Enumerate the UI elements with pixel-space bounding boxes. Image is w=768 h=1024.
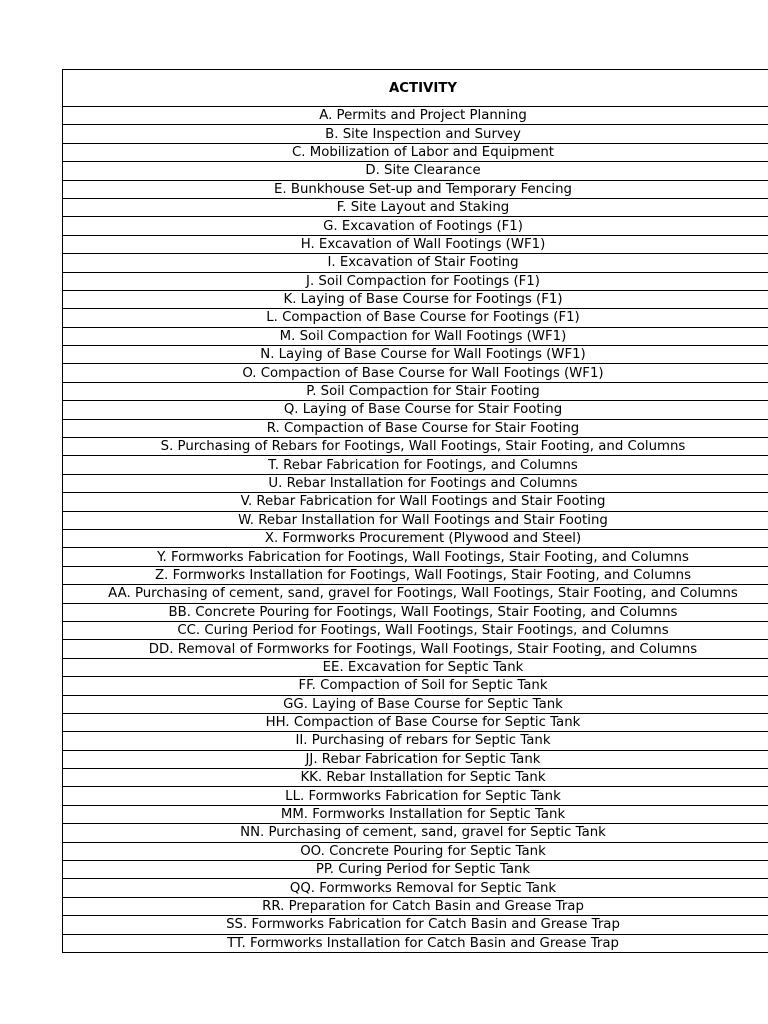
activity-label: MM. Formworks Installation for Septic Tank bbox=[280, 807, 566, 823]
activity-cell bbox=[63, 198, 768, 216]
table-row bbox=[63, 346, 768, 364]
table-row bbox=[63, 603, 768, 621]
table-row bbox=[63, 235, 768, 253]
activity-cell bbox=[63, 474, 768, 492]
table-row bbox=[63, 474, 768, 492]
table-row bbox=[63, 842, 768, 860]
table-row bbox=[63, 438, 768, 456]
table-row bbox=[63, 677, 768, 695]
table-row bbox=[63, 934, 768, 952]
activity-cell bbox=[63, 511, 768, 529]
activity-cell bbox=[63, 456, 768, 474]
activity-label: B. Site Inspection and Survey bbox=[325, 126, 521, 142]
table-row bbox=[63, 585, 768, 603]
activity-cell bbox=[63, 934, 768, 952]
activity-label: FF. Compaction of Soil for Septic Tank bbox=[298, 678, 548, 694]
table-row bbox=[63, 401, 768, 419]
table-row bbox=[63, 787, 768, 805]
activity-cell bbox=[63, 290, 768, 308]
activity-label: S. Purchasing of Rebars for Footings, Wall Footings, Stair Footing, and Columns bbox=[160, 439, 686, 455]
activity-label: NN. Purchasing of cement, sand, gravel for Septic Tank bbox=[240, 825, 606, 841]
table-row bbox=[63, 198, 768, 216]
activity-cell bbox=[63, 897, 768, 915]
activity-label: I. Excavation of Stair Footing bbox=[327, 255, 519, 271]
activity-cell bbox=[63, 438, 768, 456]
activity-label: LL. Formworks Fabrication for Septic Tank bbox=[285, 788, 561, 804]
activity-cell bbox=[63, 750, 768, 768]
table-row bbox=[63, 897, 768, 915]
activity-cell bbox=[63, 677, 768, 695]
table-row bbox=[63, 695, 768, 713]
table-row bbox=[63, 879, 768, 897]
activity-label: L. Compaction of Base Course for Footings (F1) bbox=[266, 310, 580, 326]
activity-label: W. Rebar Installation for Wall Footings and Stair Footing bbox=[238, 512, 608, 528]
activity-label: JJ. Rebar Fabrication for Septic Tank bbox=[305, 751, 541, 767]
activity-cell bbox=[63, 162, 768, 180]
activity-cell bbox=[63, 401, 768, 419]
activity-cell bbox=[63, 621, 768, 639]
activity-column-header bbox=[63, 70, 768, 107]
activity-label: Z. Formworks Installation for Footings, Wall Footings, Stair Footing, and Columns bbox=[155, 567, 691, 583]
activity-cell bbox=[63, 640, 768, 658]
activity-label: G. Excavation of Footings (F1) bbox=[323, 218, 523, 234]
activity-cell bbox=[63, 493, 768, 511]
activity-header-label: ACTIVITY bbox=[388, 80, 457, 96]
activity-label: O. Compaction of Base Course for Wall Footings (WF1) bbox=[242, 365, 604, 381]
table-row bbox=[63, 861, 768, 879]
activity-cell bbox=[63, 713, 768, 731]
activity-cell bbox=[63, 842, 768, 860]
table-row bbox=[63, 658, 768, 676]
activity-cell bbox=[63, 346, 768, 364]
activity-cell bbox=[63, 235, 768, 253]
activity-cell bbox=[63, 327, 768, 345]
activity-label: KK. Rebar Installation for Septic Tank bbox=[300, 770, 546, 786]
activity-label: K. Laying of Base Course for Footings (F1) bbox=[283, 292, 563, 308]
activity-cell bbox=[63, 107, 768, 125]
table-row bbox=[63, 824, 768, 842]
table-row bbox=[63, 125, 768, 143]
table-row bbox=[63, 162, 768, 180]
activity-cell bbox=[63, 180, 768, 198]
table-row bbox=[63, 493, 768, 511]
activity-rows bbox=[63, 107, 768, 953]
table-row bbox=[63, 217, 768, 235]
activity-cell bbox=[63, 787, 768, 805]
activity-cell bbox=[63, 658, 768, 676]
table-row bbox=[63, 769, 768, 787]
activity-label: AA. Purchasing of cement, sand, gravel for Footings, Wall Footings, Stair Footing, and Columns bbox=[108, 586, 738, 602]
activity-label: BB. Concrete Pouring for Footings, Wall Footings, Stair Footing, and Columns bbox=[168, 604, 678, 620]
activity-cell bbox=[63, 143, 768, 161]
table-row bbox=[63, 732, 768, 750]
activity-label: PP. Curing Period for Septic Tank bbox=[315, 862, 531, 878]
table-row bbox=[63, 180, 768, 198]
activity-label: F. Site Layout and Staking bbox=[336, 200, 510, 216]
activity-label: TT. Formworks Installation for Catch Basin and Grease Trap bbox=[227, 935, 619, 951]
activity-label: EE. Excavation for Septic Tank bbox=[322, 659, 524, 675]
table-row bbox=[63, 621, 768, 639]
activity-label: II. Purchasing of rebars for Septic Tank bbox=[295, 733, 551, 749]
activity-cell bbox=[63, 125, 768, 143]
activity-label: X. Formworks Procurement (Plywood and Steel) bbox=[264, 531, 582, 547]
activity-cell bbox=[63, 695, 768, 713]
table-header-row bbox=[63, 70, 768, 107]
activity-label: SS. Formworks Fabrication for Catch Basin and Grease Trap bbox=[226, 917, 620, 933]
activity-cell bbox=[63, 861, 768, 879]
table-row bbox=[63, 805, 768, 823]
table-row bbox=[63, 529, 768, 547]
activity-label: HH. Compaction of Base Course for Septic Tank bbox=[265, 715, 581, 731]
activity-label: V. Rebar Fabrication for Wall Footings and Stair Footing bbox=[240, 494, 606, 510]
activity-label: DD. Removal of Formworks for Footings, Wall Footings, Stair Footing, and Columns bbox=[148, 641, 698, 657]
table-row bbox=[63, 566, 768, 584]
activity-label: J. Soil Compaction for Footings (F1) bbox=[306, 273, 540, 289]
activity-label: M. Soil Compaction for Wall Footings (WF1) bbox=[279, 328, 567, 344]
activity-label: U. Rebar Installation for Footings and Columns bbox=[268, 476, 578, 491]
activity-cell bbox=[63, 769, 768, 787]
activity-cell bbox=[63, 916, 768, 934]
activity-cell bbox=[63, 566, 768, 584]
table-row bbox=[63, 750, 768, 768]
activity-label: P. Soil Compaction for Stair Footing bbox=[306, 384, 540, 400]
activity-cell bbox=[63, 217, 768, 235]
activity-label: CC. Curing Period for Footings, Wall Footings, Stair Footings, and Columns bbox=[177, 623, 669, 639]
activity-cell bbox=[63, 548, 768, 566]
activity-label: T. Rebar Fabrication for Footings, and Columns bbox=[268, 457, 578, 473]
activity-label: A. Permits and Project Planning bbox=[319, 108, 527, 124]
table-row bbox=[63, 290, 768, 308]
table-row bbox=[63, 272, 768, 290]
table-row bbox=[63, 327, 768, 345]
activity-label: RR. Preparation for Catch Basin and Grease Trap bbox=[262, 898, 584, 914]
activity-cell bbox=[63, 529, 768, 547]
activity-cell bbox=[63, 272, 768, 290]
table-row bbox=[63, 107, 768, 125]
activity-label: C. Mobilization of Labor and Equipment bbox=[292, 144, 554, 160]
activity-cell bbox=[63, 805, 768, 823]
table-row bbox=[63, 419, 768, 437]
activity-cell bbox=[63, 879, 768, 897]
activity-cell bbox=[63, 603, 768, 621]
table-row bbox=[63, 511, 768, 529]
activity-label: H. Excavation of Wall Footings (WF1) bbox=[300, 236, 546, 252]
activity-label: GG. Laying of Base Course for Septic Tank bbox=[283, 696, 563, 712]
activity-label: OO. Concrete Pouring for Septic Tank bbox=[300, 843, 546, 859]
activity-label: N. Laying of Base Course for Wall Footings (WF1) bbox=[260, 347, 586, 363]
table-row bbox=[63, 309, 768, 327]
table-row bbox=[63, 364, 768, 382]
table-row bbox=[63, 254, 768, 272]
activity-label: D. Site Clearance bbox=[365, 163, 481, 179]
activity-cell bbox=[63, 732, 768, 750]
activity-cell bbox=[63, 254, 768, 272]
activity-cell bbox=[63, 364, 768, 382]
activity-table bbox=[62, 69, 768, 953]
activity-label: Y. Formworks Fabrication for Footings, Wall Footings, Stair Footing, and Columns bbox=[157, 549, 689, 565]
table-row bbox=[63, 382, 768, 400]
activity-cell bbox=[63, 382, 768, 400]
table-row bbox=[63, 143, 768, 161]
activity-cell bbox=[63, 824, 768, 842]
table-row bbox=[63, 640, 768, 658]
table-row bbox=[63, 713, 768, 731]
activity-cell bbox=[63, 585, 768, 603]
activity-label: E. Bunkhouse Set-up and Temporary Fencing bbox=[274, 181, 572, 197]
table-row bbox=[63, 456, 768, 474]
activity-cell bbox=[63, 419, 768, 437]
activity-label: Q. Laying of Base Course for Stair Footing bbox=[283, 402, 563, 418]
table-row bbox=[63, 548, 768, 566]
activity-cell bbox=[63, 309, 768, 327]
table-row bbox=[63, 916, 768, 934]
activity-label: QQ. Formworks Removal for Septic Tank bbox=[289, 880, 557, 896]
activity-label: R. Compaction of Base Course for Stair Footing bbox=[266, 420, 580, 436]
